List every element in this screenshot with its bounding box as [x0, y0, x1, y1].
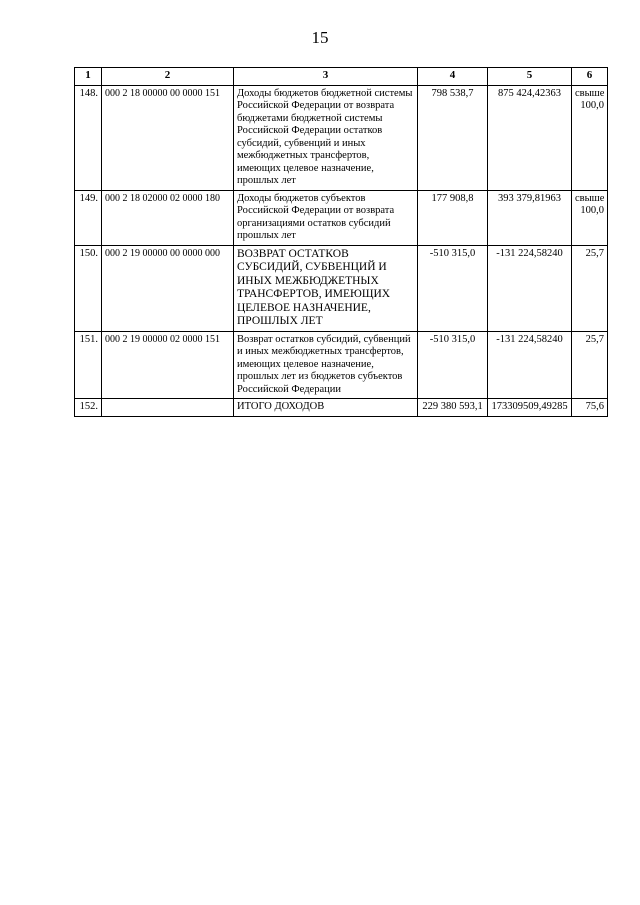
column-header: 3	[234, 68, 418, 86]
planned-amount-cell: 229 380 593,1	[418, 399, 488, 417]
row-number-cell: 152.	[75, 399, 102, 417]
planned-amount-cell: -510 315,0	[418, 245, 488, 331]
executed-amount-cell: 173309509,49285	[488, 399, 572, 417]
column-header: 2	[102, 68, 234, 86]
table-header-row	[75, 68, 608, 86]
row-number-cell: 151.	[75, 331, 102, 399]
executed-amount-cell: 875 424,42363	[488, 85, 572, 190]
table-row	[75, 331, 608, 399]
revenue-name-cell: Возврат остатков субсидий, субвенций и иных межбюджетных трансфертов, имеющих целевое назначение, прошлых лет из бюджетов субъектов Российской Федерации	[234, 331, 418, 399]
revenue-name-cell: Доходы бюджетов субъектов Российской Федерации от возврата организациями остатков субсидий прошлых лет	[234, 190, 418, 245]
budget-code-cell: 000 2 18 00000 00 0000 151	[102, 85, 234, 190]
budget-code-cell: 000 2 19 00000 00 0000 000	[102, 245, 234, 331]
execution-percent-cell: свыше 100,0	[572, 190, 608, 245]
budget-code-cell: 000 2 19 00000 02 0000 151	[102, 331, 234, 399]
column-header: 6	[572, 68, 608, 86]
column-header: 5	[488, 68, 572, 86]
planned-amount-cell: 798 538,7	[418, 85, 488, 190]
row-number-cell: 148.	[75, 85, 102, 190]
budget-code-cell	[102, 399, 234, 417]
table-row	[75, 85, 608, 190]
revenue-table	[74, 67, 608, 417]
execution-percent-cell: свыше 100,0	[572, 85, 608, 190]
executed-amount-cell: 393 379,81963	[488, 190, 572, 245]
execution-percent-cell: 25,7	[572, 331, 608, 399]
planned-amount-cell: 177 908,8	[418, 190, 488, 245]
table-row	[75, 399, 608, 417]
row-number-cell: 150.	[75, 245, 102, 331]
planned-amount-cell: -510 315,0	[418, 331, 488, 399]
execution-percent-cell: 25,7	[572, 245, 608, 331]
executed-amount-cell: -131 224,58240	[488, 245, 572, 331]
page-number: 15	[311, 28, 329, 47]
revenue-name-cell: ИТОГО ДОХОДОВ	[234, 399, 418, 417]
row-number-cell: 149.	[75, 190, 102, 245]
table-row	[75, 190, 608, 245]
column-header: 1	[75, 68, 102, 86]
executed-amount-cell: -131 224,58240	[488, 331, 572, 399]
revenue-name-cell: Доходы бюджетов бюджетной системы Российской Федерации от возврата бюджетами бюджетной системы Российской Федерации остатков субсидий, субвенций и иных межбюджетных трансфертов, имеющих целевое назначение, прошлых лет	[234, 85, 418, 190]
table-row	[75, 245, 608, 331]
column-header: 4	[418, 68, 488, 86]
revenue-name-cell: ВОЗВРАТ ОСТАТКОВ СУБСИДИЙ, СУБВЕНЦИЙ И ИНЫХ МЕЖБЮДЖЕТНЫХ ТРАНСФЕРТОВ, ИМЕЮЩИХ ЦЕЛЕВОЕ НАЗНАЧЕНИЕ, ПРОШЛЫХ ЛЕТ	[234, 245, 418, 331]
budget-code-cell: 000 2 18 02000 02 0000 180	[102, 190, 234, 245]
execution-percent-cell: 75,6	[572, 399, 608, 417]
